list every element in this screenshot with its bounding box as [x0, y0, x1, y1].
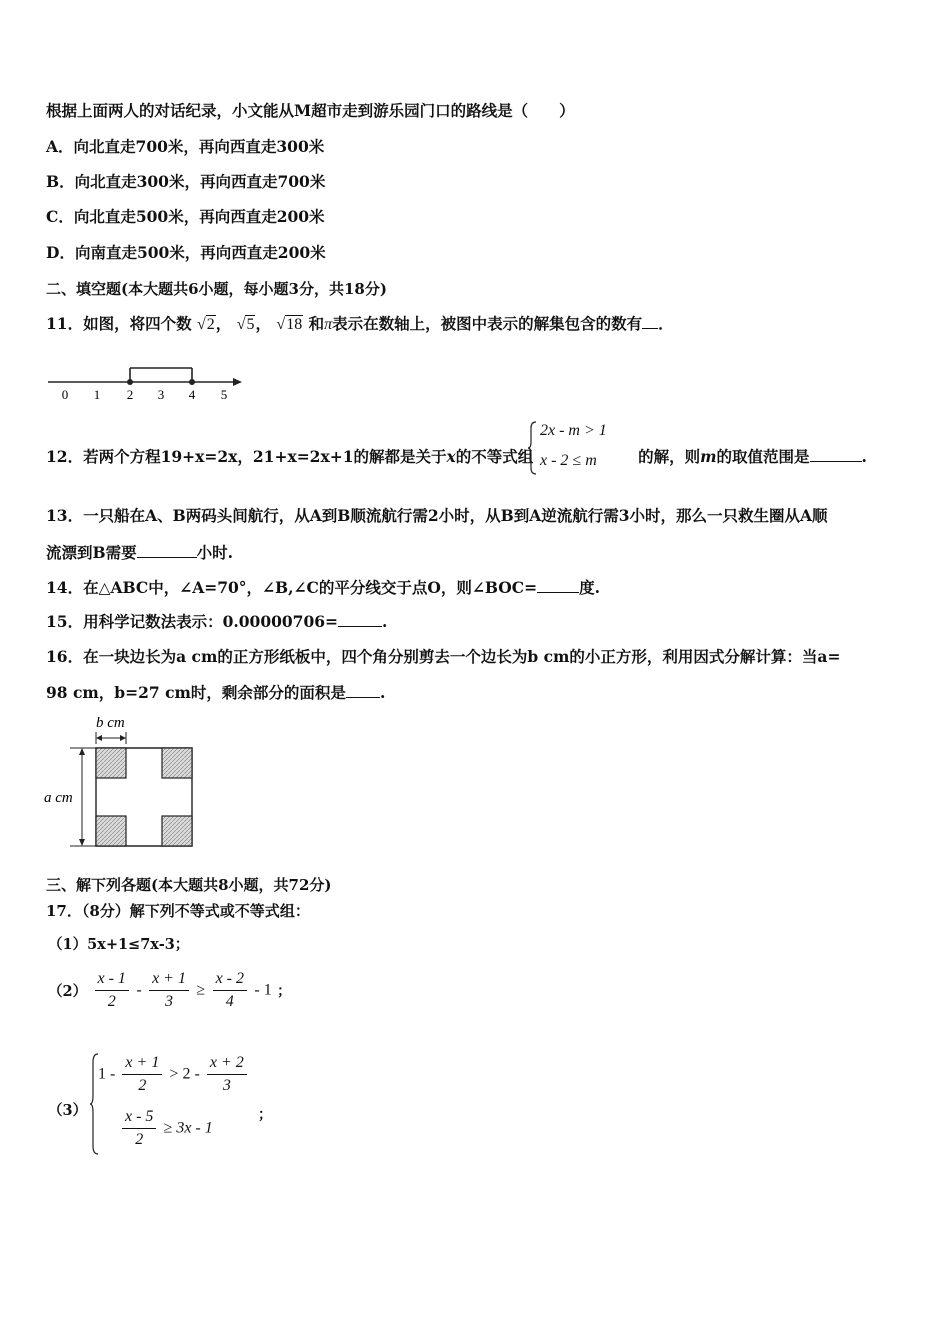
q13-line2: 流漂到B需要 小时.	[46, 543, 234, 562]
q17-part3-end: ；	[258, 1107, 272, 1123]
brace-icon	[528, 420, 538, 476]
sqrt-2: √2	[197, 316, 215, 333]
square-cutout-figure	[40, 710, 210, 855]
q17-part2: （2） $\frac{x - 1}{2}$ - $\frac{x + 1}{3}$ ≥ $\frac{x - 2}{4}$ - 1 ；	[48, 970, 292, 1010]
q16-line2: 98 cm，b=27 cm时，剩余部分的面积是 .	[46, 683, 386, 702]
q10-option-b[interactable]: B．向北直走300米，再向西直走700米	[46, 172, 326, 191]
axis-label: 4	[188, 387, 196, 402]
arrow-icon	[233, 378, 242, 386]
q15-answer-blank[interactable]	[338, 611, 382, 627]
number-line	[44, 360, 244, 404]
q12-answer-blank[interactable]	[810, 446, 862, 462]
section2-title: 二、填空题(本大题共6小题，每小题3分，共18分)	[46, 280, 387, 298]
axis-label: 1	[93, 387, 101, 402]
q14: 14．在△ABC中，∠A=70°，∠B,∠C的平分线交于点O，则∠BOC= 度.	[46, 578, 600, 597]
label-a: a cm	[44, 790, 73, 806]
q12-inequality-system: 2x - m > 1 x - 2 ≤ m	[528, 420, 623, 476]
q12: 12．若两个方程19+x=2x，21+x=2x+1的解都是关于x的不等式组 的解，则m的取值范围是 .	[46, 447, 867, 466]
sqrt-5: √5	[236, 316, 255, 333]
q16-answer-blank[interactable]	[346, 682, 380, 698]
sqrt-18: √18	[276, 316, 303, 333]
q13-line1: 13．一只船在A、B两码头间航行，从A到B顺流航行需2小时，从B到A逆流航行需3小时，那么一只救生圈从A顺	[46, 506, 828, 525]
q15: 15．用科学记数法表示：0.00000706= .	[46, 612, 388, 631]
q10-stem: 根据上面两人的对话纪录，小文能从M超市走到游乐园门口的路线是（ ）	[46, 101, 575, 120]
axis-label: 3	[157, 387, 165, 402]
label-b: b cm	[96, 715, 125, 731]
q16-line1: 16．在一块边长为a cm的正方形纸板中，四个角分别剪去一个边长为b cm的小正方形，利用因式分解计算：当a=	[46, 647, 841, 666]
section3-title: 三、解下列各题(本大题共8小题，共72分)	[46, 876, 332, 894]
q17-part3-system: 1 - $\frac{x + 1}{2}$ > 2 - $\frac{x + 2}{3}$ $\frac{x - 5}{2}$ ≥ 3x - 1	[90, 1052, 260, 1156]
q13-answer-blank[interactable]	[137, 542, 197, 558]
axis-label: 2	[126, 387, 134, 402]
axis-label: 5	[220, 387, 228, 402]
q14-answer-blank[interactable]	[537, 577, 579, 593]
pi-symbol: π	[324, 316, 333, 333]
q17-part3-label: （3）	[48, 1102, 88, 1119]
q10-option-d[interactable]: D．向南直走500米，再向西直走200米	[46, 243, 326, 262]
q10-option-a[interactable]: A．向北直走700米，再向西直走300米	[46, 137, 325, 156]
q11-answer-blank[interactable]	[642, 313, 658, 329]
q11: 11．如图，将四个数 √2， √5， √18 和π表示在数轴上，被图中表示的解集包含的数有 ．	[46, 313, 674, 336]
q10-option-c[interactable]: C．向北直走500米，再向西直走200米	[46, 207, 325, 226]
q17-head: 17．（8分）解下列不等式或不等式组：	[46, 902, 310, 920]
axis-label: 0	[61, 387, 69, 402]
q17-part1: （1）5x+1≤7x-3；	[48, 936, 190, 953]
